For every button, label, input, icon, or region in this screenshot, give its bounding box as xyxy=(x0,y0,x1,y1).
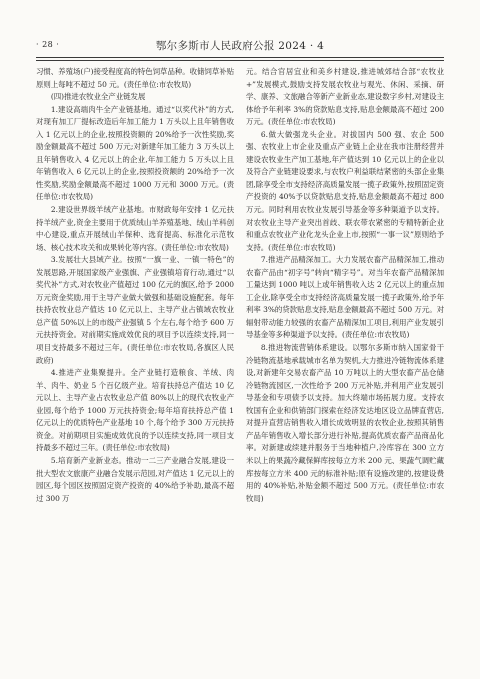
paragraph: 5.培育新产业新业态。推动一二三产业融合发展,建设一批大型农文旅康产业融合发展示范园,对产值达 1 亿元以上的园区,每个园区按照固定资产投资的 40%给予补助,最高不超过 300 万 xyxy=(36,455,234,503)
body-columns xyxy=(36,66,444,656)
section-subheading: (四)推进农牧业全产业链发展 xyxy=(50,92,146,102)
header-rule xyxy=(36,57,444,58)
paragraph: 3.发展壮大县域产业。按照“一旗一业、一镇一特色”的发展思路,开展国家级产业强旗、产业强镇培育行动,通过“以奖代补”方式,对农牧业产值超过 100 亿元的旗区,给予 2000 万元资金奖励,用于主导产业做大做强和基础设施配套。每年扶持农牧业总产值达 10 亿元以上、主导产业占镇域农牧业总产值 50%以上的市级产业强镇 5 个左右,每个给予 600 万元扶持资金。对前期实施成效优良的项目予以连续支持,同一项目支持最多不超过三年。(责任单位:市农牧局,各旗区人民政府) xyxy=(36,255,234,365)
paragraph: 7.推进产品精深加工。大力发展农畜产品精深加工,推动农畜产品由“初字号”转向“精字号”。对当年农畜产品精深加工量达到 1000 吨以上或年销售收入达 2 亿元以上的重点加工企业,除享受全市支持经济高质量发展一揽子政策外,给予年利率 3%的贷款贴息支持,贴息金额最高不超过 500 万元。对辐射带动能力较强的农畜产品精深加工项目,利用产业发展引导基金等多种渠道予以支持。(责任单位:市农牧局) xyxy=(246,255,444,340)
paragraph: 1.建设高端肉牛全产业链基地。通过“以奖代补”的方式,对现有加工厂提标改造后年加工能力 1 万头以上且年销售收入 1 亿元以上的企业,按照投资额的 20%给予一次性奖励,奖励金额最高不超过 500 万元;对新建年加工能力 3 万头以上且年销售收入 4 亿元以上的企业,年加工能力 5 万头以上且年销售收入 6 亿元以上的企业,按照投资额的 20%给予一次性奖励,奖励金额最高不超过 1000 万元和 3000 万元。(责任单位:市农牧局) xyxy=(36,104,234,202)
header-rule-thin xyxy=(36,60,444,61)
paragraph: 元。结合官居宜业和美乡村建设,推进城郊结合部“农牧业+”发展模式,鼓励支持发展农牧业与观光、休闲、采摘、研学、康养、文旅融合等新产业新业态,建设数字乡村,对建设主体给予年利率 3%的贷款贴息支持,贴息金额最高不超过 200 万元。(责任单位:市农牧局) xyxy=(246,67,444,127)
paragraph: 4.推进产业集聚提升。全产业链打造粮食、羊绒、肉羊、肉牛、奶业 5 个百亿级产业。培育扶持总产值达 10 亿元以上、主导产业占农牧业总产值 80%以上的现代农牧业产业园,每个给予 1000 万元扶持资金;每年培育扶持总产值 1 亿元以上的优质特色产业基地 10 个,每个给予 300 万元扶持资金。对前期项目实施成效优良的予以连续支持,同一项目支持最多不超过三年。(责任单位:市农牧局) xyxy=(36,368,234,453)
paragraph: 2.建设世界级羊绒产业基地。市财政每年安排 1 亿元扶持羊绒产业,资金主要用于优质绒山羊养殖基地、绒山羊科创中心建设,重点开展绒山羊保种、选育提高、标准化示范牧场、核心技术攻关和成果转化等内容。(责任单位:市农牧局) xyxy=(36,205,234,252)
page-number: · 28 · xyxy=(36,40,60,49)
paragraph: 8.推进物流营销体系建设。以鄂尔多斯市纳入国家骨干冷链物流基地承载城市名单为契机,大力推进冷链物流体系建设,对新建年交易农畜产品 10 万吨以上的大型农畜产品仓储冷链物流园区,一次性给予 200 万元补贴,并利用产业发展引导基金和专项债予以支持。加大终端市场拓展力度。支持农牧国有企业和供销部门探索在经济发达地区设立品牌直营店,对提升直营店销售收入增长成效明显的农牧企业,按照其销售产品年销售收入增长部分进行补贴,提高优质农畜产品商品化率。对新建或续建并服务于当地种植户,冷库容在 300 立方米以上的果蔬冷藏保鲜库按每立方米 200 元、果蔬气调贮藏库按每立方米 400 元的标准补贴;原有设施改建的,按建设费用的 40%补贴,补贴金额不超过 500 万元。(责任单位:市农牧局) xyxy=(246,343,444,503)
paragraph: 习惯、养殖场(户)接受程度高的特色饲草品种。收储饲草补贴原则上每吨不超过 50 元。(责任单位:市农牧局) xyxy=(36,67,234,89)
paragraph: 6.做大做强龙头企业。对拔国内 500 强、农企 500 强、农牧业上市企业及重点产业链上企业在我市注册经营并建设农牧业生产加工基地,年产值达到 10 亿元以上的企业以及符合产业链建设要求,与农牧户利益联结紧密的头部企业集团,除享受全市支持经济高质量发展一揽子政策外,按照固定资产投资的 40%予以贷款贴息支持,贴息金额最高不超过 800 万元。同时利用农牧业发展引导基金等多种渠道予以支持。对农牧业主导产业突出首歧、联农带农紧密的专精特新企业和重点农牧业产业化龙头企业上市,按照“一事一议”原则给予支持。(责任单位:市农牧局) xyxy=(246,129,444,252)
right-column xyxy=(246,66,444,656)
page-header xyxy=(36,38,444,54)
left-column xyxy=(36,66,234,656)
journal-title: 鄂尔多斯市人民政府公报 2024 · 4 xyxy=(155,40,325,52)
